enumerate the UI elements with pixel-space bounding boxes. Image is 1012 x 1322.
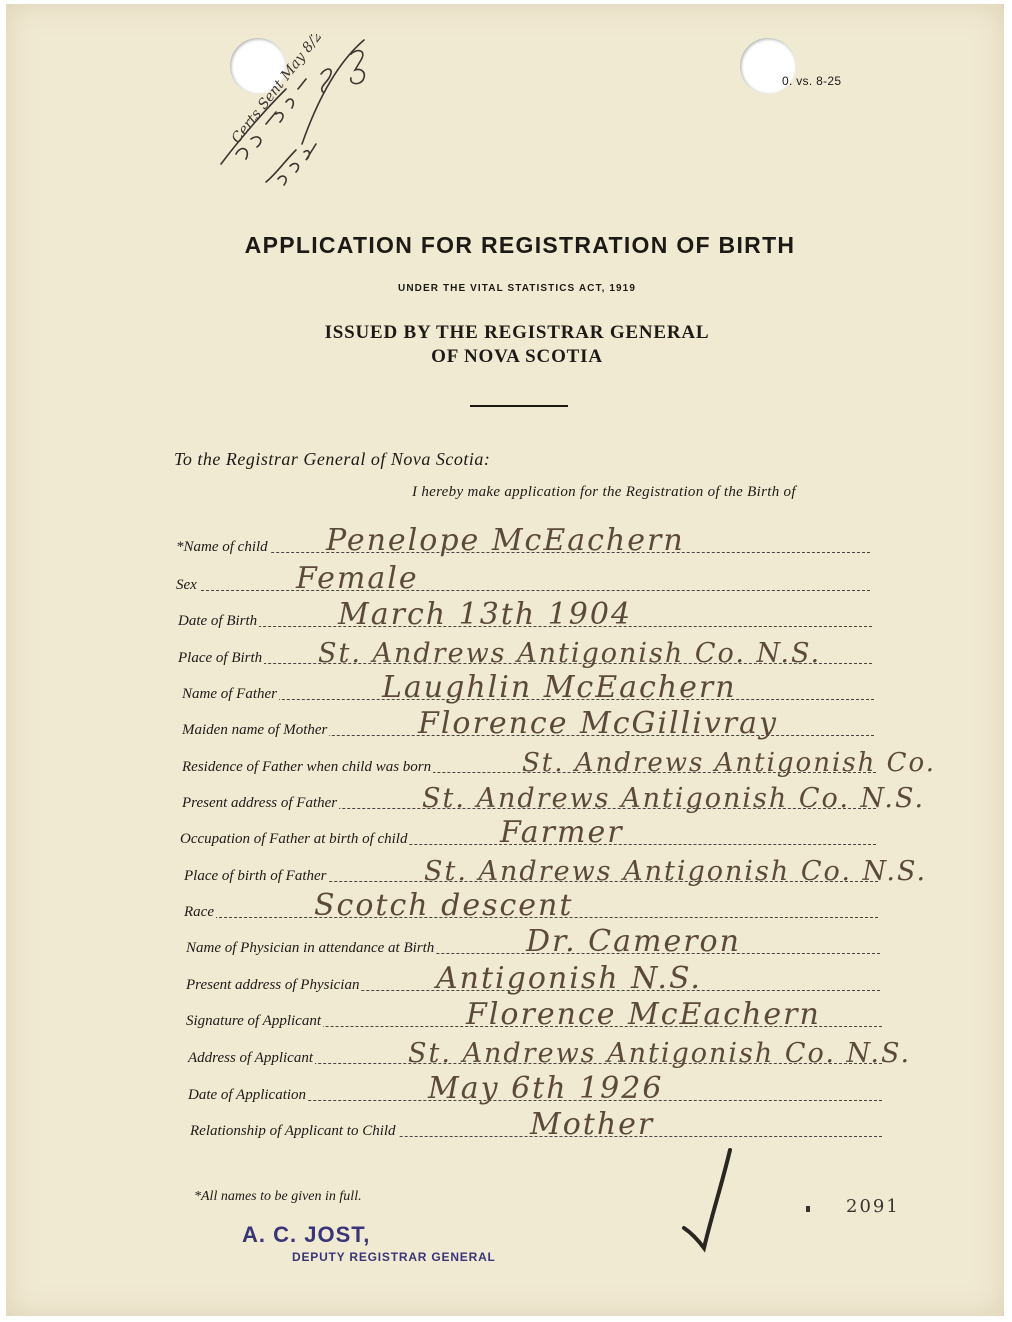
field-name-of-physician: [186, 924, 880, 961]
field-label: Signature of Applicant: [186, 1013, 321, 1029]
field-value: St. Andrews Antigonish Co. N.S.: [408, 1038, 912, 1069]
form-subtitle: UNDER THE VITAL STATISTICS ACT, 1919: [398, 283, 636, 294]
field-address-of-applicant: [188, 1038, 912, 1071]
intro-line: I hereby make application for the Registration of the Birth of: [412, 484, 796, 500]
field-value: Florence McGillivray: [418, 706, 778, 741]
field-label: Address of Applicant: [188, 1050, 313, 1066]
title-divider: [470, 405, 568, 407]
field-residence-of-father: [182, 748, 936, 780]
field-present-address-of-father: [182, 783, 926, 816]
field-value: Farmer: [500, 815, 624, 850]
field-name-of-child: [176, 523, 870, 560]
field-label: Name of Father: [182, 686, 277, 702]
field-value: Scotch descent: [314, 888, 574, 923]
field-value: March 13th 1904: [338, 597, 633, 632]
field-place-of-birth-of-father: [184, 856, 928, 889]
field-label: Relationship of Applicant to Child: [190, 1123, 396, 1139]
field-value: St. Andrews Antigonish Co. N.S.: [318, 638, 822, 669]
field-value: St. Andrews Antigonish Co. N.S.: [424, 856, 928, 887]
checkmark-icon: [672, 1144, 742, 1254]
handwritten-note-scribble: [206, 34, 396, 194]
issuer-line-2: OF NOVA SCOTIA: [431, 346, 603, 367]
issuer: [18, 321, 1004, 369]
addressee-line: To the Registrar General of Nova Scotia:: [174, 449, 491, 469]
field-label: Race: [184, 904, 214, 920]
field-label: Date of Application: [188, 1087, 307, 1103]
field-place-of-birth: [178, 638, 872, 671]
stamp-role: DEPUTY REGISTRAR GENERAL: [292, 1250, 496, 1264]
field-label: Place of Birth: [178, 650, 263, 666]
field-race: [184, 888, 878, 925]
field-label: Name of Physician in attendance at Birth: [186, 940, 435, 956]
field-label: Maiden name of Mother: [182, 722, 328, 738]
field-value: May 6th 1926: [428, 1071, 664, 1106]
field-value: Florence McEachern: [466, 997, 821, 1032]
field-signature-of-applicant: [186, 997, 882, 1034]
field-label: Present address of Physician: [186, 977, 360, 993]
form-title: APPLICATION FOR REGISTRATION OF BIRTH: [244, 232, 796, 258]
field-relationship-of-applicant: [190, 1107, 882, 1144]
birth-registration-form: [6, 4, 1004, 1316]
field-value: St. Andrews Antigonish Co. N.S.: [422, 783, 926, 814]
field-date-of-birth: [178, 597, 872, 634]
ink-dot: [806, 1206, 810, 1212]
form-number: 0. vs. 8-25: [782, 74, 842, 88]
field-value: St. Andrews Antigonish Co.: [522, 748, 936, 778]
field-value: Mother: [530, 1107, 655, 1142]
field-occupation-of-father: [180, 815, 876, 852]
field-label: *Name of child: [176, 539, 268, 555]
footnote: *All names to be given in full.: [194, 1189, 362, 1204]
field-line: [176, 590, 870, 591]
field-value: Antigonish N.S.: [436, 961, 702, 996]
field-present-address-of-physician: [186, 961, 880, 998]
stamp-name: A. C. JOST,: [242, 1222, 371, 1247]
field-value: Penelope McEachern: [326, 523, 685, 558]
field-label: Present address of Father: [182, 795, 338, 811]
field-label: Place of birth of Father: [184, 868, 327, 884]
issuer-line-1: ISSUED BY THE REGISTRAR GENERAL: [324, 322, 710, 343]
handwritten-note-text: Certs Sent May 8/26: [228, 34, 332, 147]
handwritten-note: [206, 34, 396, 194]
field-value: Laughlin McEachern: [382, 670, 737, 705]
field-name-of-father: [182, 670, 874, 707]
registrar-stamp: [242, 1222, 496, 1264]
field-label: Residence of Father when child was born: [182, 759, 432, 775]
field-sex: [176, 561, 870, 598]
field-label: Date of Birth: [178, 613, 258, 629]
field-value: Female: [296, 561, 419, 596]
registration-number: 2091: [846, 1196, 900, 1217]
field-maiden-name-of-mother: [182, 706, 874, 743]
field-label: Sex: [176, 577, 197, 593]
field-date-of-application: [188, 1071, 882, 1108]
field-label: Occupation of Father at birth of child: [180, 831, 408, 847]
field-value: Dr. Cameron: [526, 924, 741, 959]
